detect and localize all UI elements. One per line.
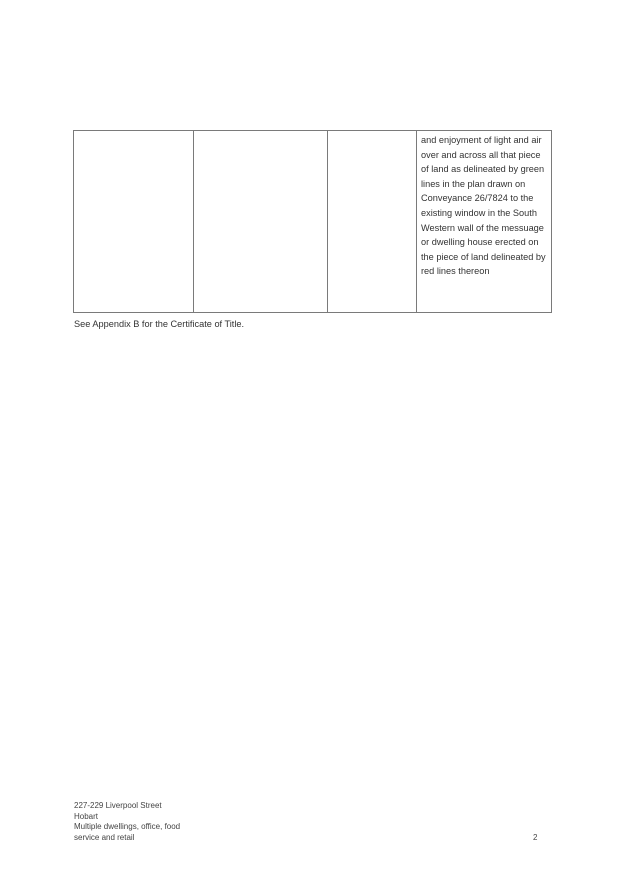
footer-address-line: Hobart [74,811,99,821]
footer-address-line: 227-229 Liverpool Street [74,801,162,810]
appendix-reference-text: See Appendix B for the Certificate of Title. [74,319,245,329]
table-row [74,131,552,313]
easement-table [73,130,552,313]
table-cell-text [328,131,416,133]
footer-address-line: service and retail [74,832,135,842]
table-cell [328,131,417,313]
table-cell-text [74,131,193,133]
footer-address [74,801,180,843]
footer-address-line: Multiple dwellings, office, food [74,822,181,831]
table-cell [194,131,328,313]
table-cell [417,131,552,313]
table-cell [74,131,194,313]
table-cell-text [194,131,327,133]
easement-description: and enjoyment of light and air over and across all that piece of land as delineated by green lines in the plan drawn on Conveyance 26/7824 to the existing window in the South Western wall of the messuage or dwelling house erected on the piece of land delineated by red lines thereon [421,135,546,277]
page-number: 2 [533,833,538,842]
